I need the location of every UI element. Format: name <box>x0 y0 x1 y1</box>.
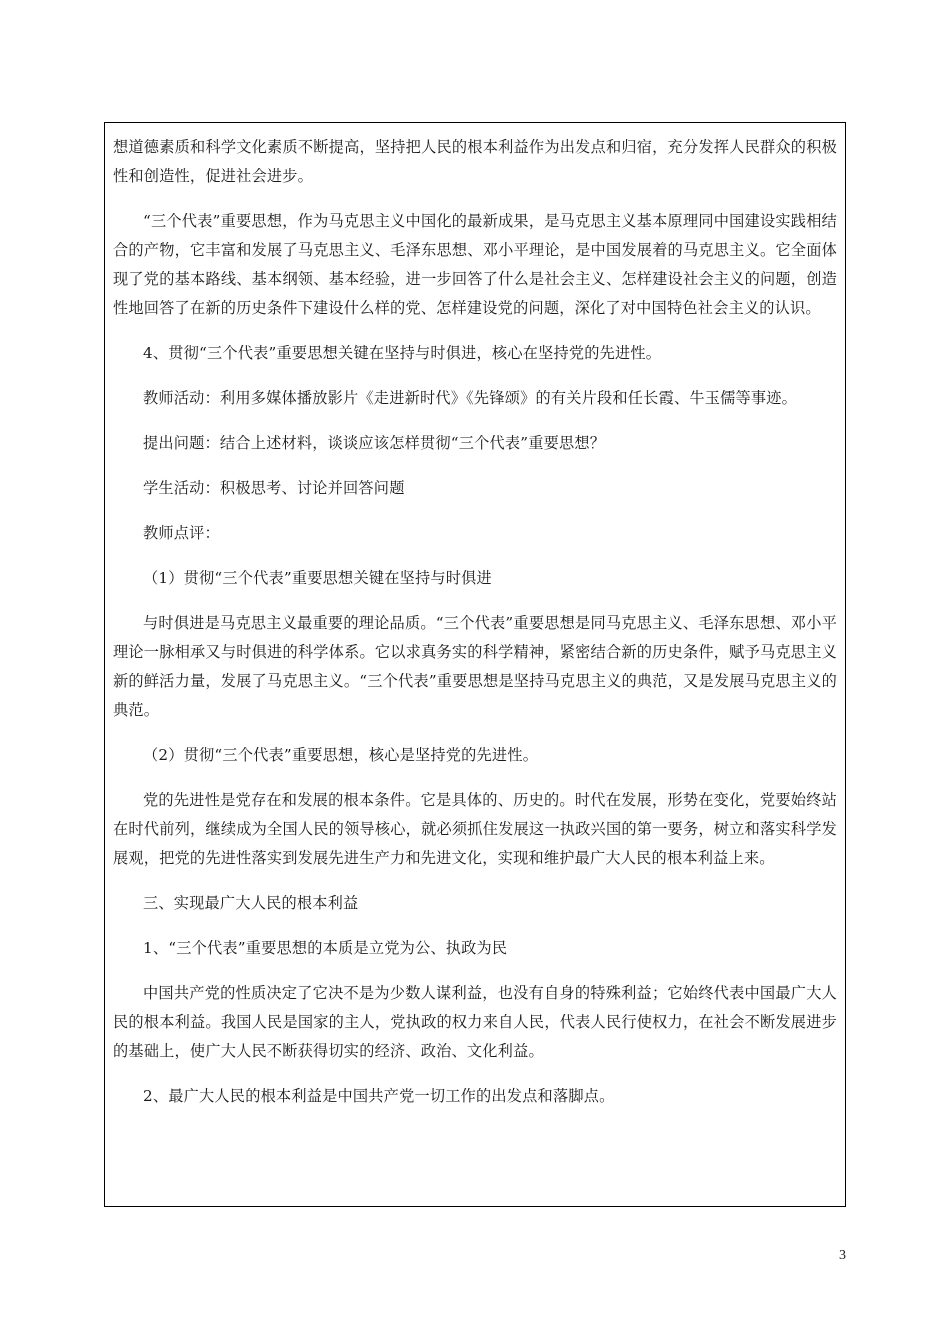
lesson-content-table-cell <box>104 122 846 1207</box>
subheading-1: （1）贯彻“三个代表”重要思想关键在坚持与时俱进 <box>143 569 492 587</box>
subheading-2: （2）贯彻“三个代表”重要思想，核心是坚持党的先进性。 <box>143 746 539 764</box>
paragraph-keep-pace-with-times: 与时俱进是马克思主义最重要的理论品质。“三个代表”重要思想是同马克思主义、毛泽东思想、邓小平理论一脉相承又与时俱进的科学体系。它以求真务实的科学精神，紧密结合新的历史条件，赋予马克思主义新的鲜活力量，发展了马克思主义。“三个代表”重要思想是坚持马克思主义的典范，又是发展马克思主义的典范。 <box>113 614 837 719</box>
teacher-activity: 教师活动：利用多媒体播放影片《走进新时代》《先锋颂》的有关片段和任长霞、牛玉儒等事迹。 <box>143 389 798 407</box>
heading-point-4: 4、贯彻“三个代表”重要思想关键在坚持与时俱进，核心在坚持党的先进性。 <box>143 344 662 362</box>
paragraph-party-nature: 中国共产党的性质决定了它决不是为少数人谋利益，也没有自身的特殊利益；它始终代表中国最广大人民的根本利益。我国人民是国家的主人，党执政的权力来自人民，代表人民行使权力，在社会不断发展进步的基础上，使广大人民不断获得切实的经济、政治、文化利益。 <box>113 984 837 1060</box>
page-number: 3 <box>839 1248 846 1263</box>
section-heading-3: 三、实现最广大人民的根本利益 <box>143 894 359 912</box>
teacher-comment-label: 教师点评： <box>143 524 220 542</box>
question-prompt: 提出问题：结合上述材料，谈谈应该怎样贯彻“三个代表”重要思想？ <box>143 434 606 452</box>
paragraph-three-represents-theory: “三个代表”重要思想，作为马克思主义中国化的最新成果，是马克思主义基本原理同中国建设实践相结合的产物，它丰富和发展了马克思主义、毛泽东思想、邓小平理论，是中国发展着的马克思主义。它全面体现了党的基本路线、基本纲领、基本经验，进一步回答了什么是社会主义、怎样建设社会主义的问题，创造性地回答了在新的历史条件下建设什么样的党、怎样建设党的问题，深化了对中国特色社会主义的认识。 <box>113 212 837 317</box>
paragraph-continuation: 想道德素质和科学文化素质不断提高，坚持把人民的根本利益作为出发点和归宿，充分发挥人民群众的积极性和创造性，促进社会进步。 <box>113 138 837 185</box>
student-activity: 学生活动：积极思考、讨论并回答问题 <box>143 479 405 497</box>
heading-point-1: 1、“三个代表”重要思想的本质是立党为公、执政为民 <box>143 939 508 957</box>
heading-point-2: 2、最广大人民的根本利益是中国共产党一切工作的出发点和落脚点。 <box>143 1087 615 1105</box>
paragraph-party-advancement: 党的先进性是党存在和发展的根本条件。它是具体的、历史的。时代在发展，形势在变化，党要始终站在时代前列，继续成为全国人民的领导核心，就必须抓住发展这一执政兴国的第一要务，树立和落实科学发展观，把党的先进性落实到发展先进生产力和先进文化，实现和维护最广大人民的根本利益上来。 <box>113 791 837 867</box>
